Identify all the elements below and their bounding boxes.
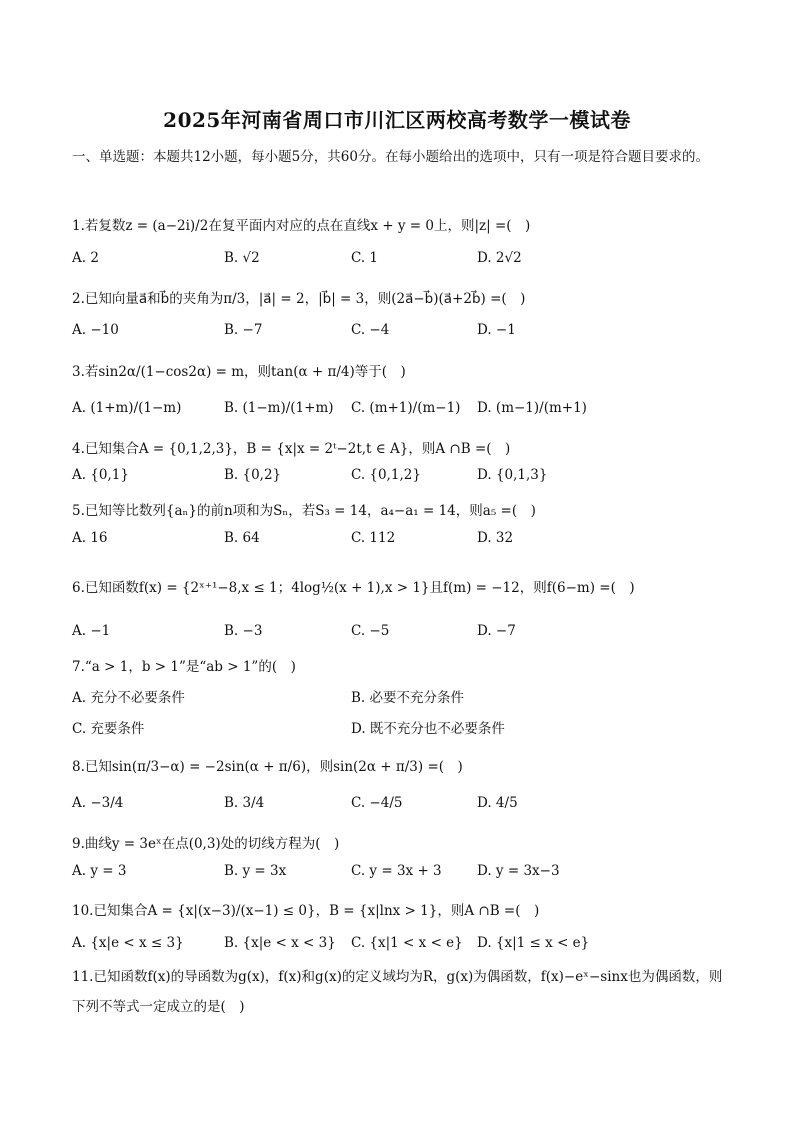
question-9-stem: 9.曲线y = 3eˣ在点(0,3)处的切线方程为( )	[72, 836, 340, 852]
question-10-option-d[interactable]: D. {x|1 ≤ x < e}	[477, 935, 590, 951]
question-4-option-b[interactable]: B. {0,2}	[224, 467, 282, 483]
question-7-option-a[interactable]: A. 充分不必要条件	[72, 690, 185, 706]
question-6-option-b[interactable]: B. −3	[224, 623, 263, 639]
question-3-option-d[interactable]: D. (m−1)/(m+1)	[477, 400, 587, 416]
question-4-stem: 4.已知集合A = {0,1,2,3}，B = {x|x = 2ᵗ−2t,t ∈ A}，则A ∩B =( )	[72, 441, 511, 457]
question-5-option-b[interactable]: B. 64	[224, 530, 260, 546]
question-1-option-c[interactable]: C. 1	[351, 250, 379, 266]
question-7-option-c[interactable]: C. 充要条件	[72, 721, 145, 737]
question-2-option-c[interactable]: C. −4	[351, 322, 390, 338]
question-10-option-b[interactable]: B. {x|e < x < 3}	[224, 935, 336, 951]
question-8-option-c[interactable]: C. −4/5	[351, 795, 403, 811]
question-8-option-b[interactable]: B. 3/4	[224, 795, 265, 811]
question-7-stem: 7.“a > 1，b > 1”是“ab > 1”的( )	[72, 659, 296, 675]
question-10-option-a[interactable]: A. {x|e < x ≤ 3}	[72, 935, 184, 951]
page-title: 2025年河南省周口市川汇区两校高考数学一模试卷	[163, 108, 631, 132]
question-10-stem: 10.已知集合A = {x|(x−3)/(x−1) ≤ 0}，B = {x|lnx > 1}，则A ∩B =( )	[72, 903, 540, 919]
question-1-option-b[interactable]: B. √2	[224, 250, 260, 266]
question-5-option-c[interactable]: C. 112	[351, 530, 396, 546]
question-11-stem: 11.已知函数f(x)的导函数为g(x)，f(x)和g(x)的定义域均为R，g(x)为偶函数，f(x)−eˣ−sinx也为偶函数，则下列不等式一定成立的是( )	[72, 969, 723, 1015]
question-10-option-c[interactable]: C. {x|1 < x < e}	[351, 935, 463, 951]
question-7-option-b[interactable]: B. 必要不充分条件	[351, 690, 465, 706]
question-5-option-a[interactable]: A. 16	[72, 530, 108, 546]
question-5-stem: 5.已知等比数列{aₙ}的前n项和为Sₙ，若S₃ = 14，a₄−a₁ = 14，则a₅ =( )	[72, 503, 536, 519]
question-5-option-d[interactable]: D. 32	[477, 530, 514, 546]
question-1-stem: 1.若复数z = (a−2i)/2在复平面内对应的点在直线x + y = 0上，则|z| =( )	[72, 218, 531, 234]
question-7-option-d[interactable]: D. 既不充分也不必要条件	[351, 721, 505, 737]
section-heading: 一、单选题：本题共12小题，每小题5分，共60分。在每小题给出的选项中，只有一项是符合题目要求的。	[72, 149, 709, 165]
question-8-option-a[interactable]: A. −3/4	[72, 795, 124, 811]
question-6-option-d[interactable]: D. −7	[477, 623, 516, 639]
question-6-stem: 6.已知函数f(x) = {2ˣ⁺¹−8,x ≤ 1；4log½(x + 1),x > 1}且f(m) = −12，则f(6−m) =( )	[72, 580, 635, 596]
question-4-option-c[interactable]: C. {0,1,2}	[351, 467, 421, 483]
question-9-option-d[interactable]: D. y = 3x−3	[477, 863, 560, 879]
question-1-option-a[interactable]: A. 2	[72, 250, 99, 266]
question-3-option-a[interactable]: A. (1+m)/(1−m)	[72, 400, 182, 416]
question-6-option-a[interactable]: A. −1	[72, 623, 111, 639]
question-2-option-d[interactable]: D. −1	[477, 322, 516, 338]
question-3-stem: 3.若sin2α/(1−cos2α) = m，则tan(α + π/4)等于( )	[72, 364, 406, 380]
question-8-stem: 8.已知sin(π/3−α) = −2sin(α + π/6)，则sin(2α + π/3) =( )	[72, 759, 463, 775]
question-6-option-c[interactable]: C. −5	[351, 623, 390, 639]
question-4-option-a[interactable]: A. {0,1}	[72, 467, 129, 483]
question-3-option-c[interactable]: C. (m+1)/(m−1)	[351, 400, 461, 416]
question-3-option-b[interactable]: B. (1−m)/(1+m)	[224, 400, 334, 416]
question-9-option-c[interactable]: C. y = 3x + 3	[351, 863, 442, 879]
question-2-stem: 2.已知向量a⃗和b⃗的夹角为π/3，|a⃗| = 2，|b⃗| = 3，则(2a⃗−b⃗)(a⃗+2b⃗) =( )	[72, 291, 526, 307]
question-4-option-d[interactable]: D. {0,1,3}	[477, 467, 548, 483]
question-9-option-a[interactable]: A. y = 3	[72, 863, 127, 879]
question-2-option-a[interactable]: A. −10	[72, 322, 119, 338]
question-8-option-d[interactable]: D. 4/5	[477, 795, 518, 811]
question-1-option-d[interactable]: D. 2√2	[477, 250, 522, 266]
question-9-option-b[interactable]: B. y = 3x	[224, 863, 287, 879]
question-2-option-b[interactable]: B. −7	[224, 322, 263, 338]
